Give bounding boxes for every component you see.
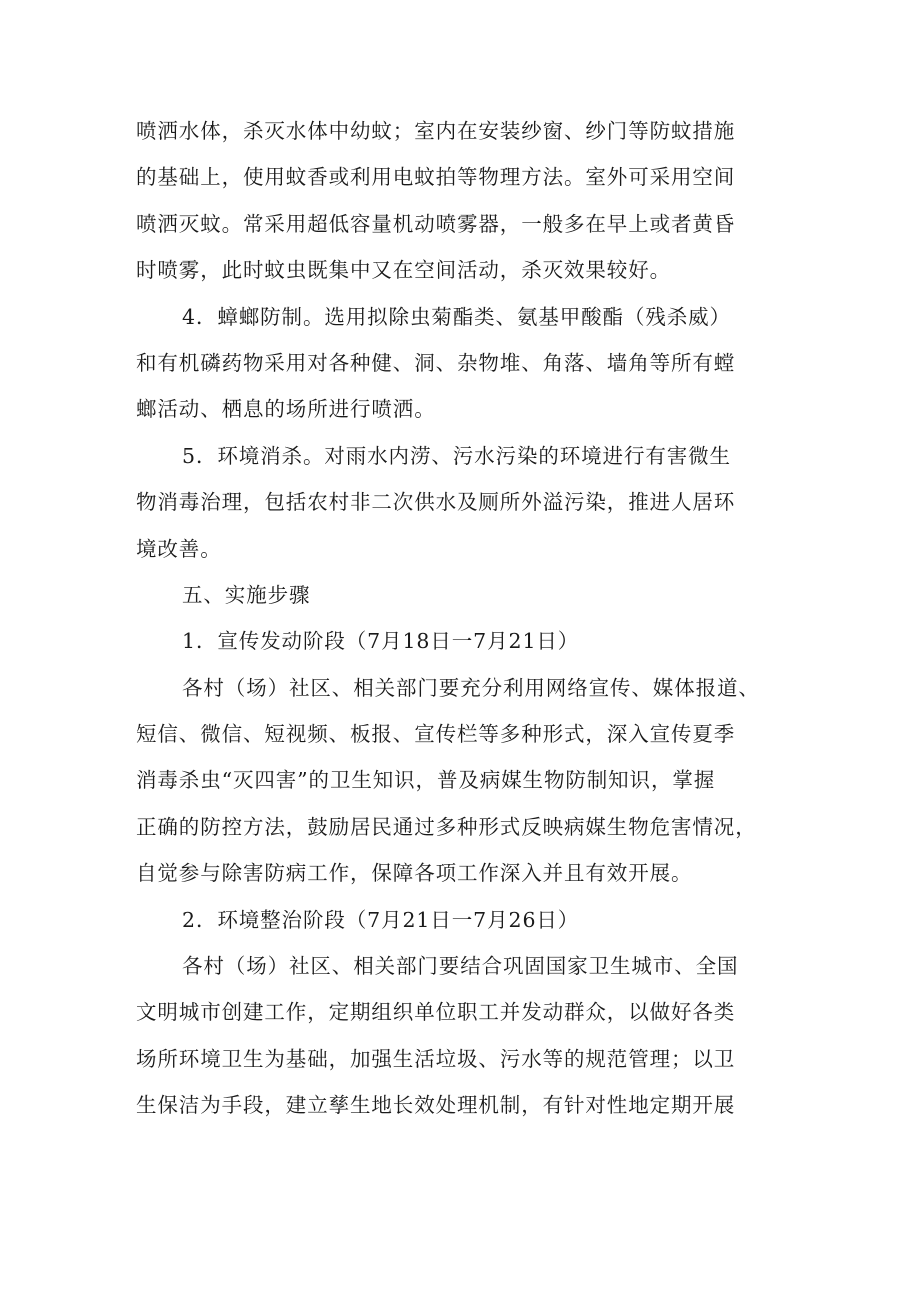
text-line: 各村（场）社区、相关部门要结合巩固国家卫生城市、全国 (182, 954, 739, 979)
text-line: 4．蟑螂防制。选用拟除虫菊酯类、氨基甲酸酯（残杀威） (182, 304, 731, 329)
text-line: 场所环境卫生为基础，加强生活垃圾、污水等的规范管理；以卫 (136, 1046, 736, 1071)
text-line: 正确的防控方法，鼓励居民通过多种形式反映病媒生物危害情况， (136, 814, 757, 839)
text-line: 的基础上，使用蚊香或利用电蚊拍等物理方法。室外可采用空间 (136, 165, 736, 190)
text-line: 喷洒水体，杀灭水体中幼蚊；室内在安装纱窗、纱门等防蚊措施 (136, 119, 736, 143)
text-line: 境改善。 (136, 536, 222, 561)
text-line: 螂活动、栖息的场所进行喷洒。 (136, 397, 436, 422)
text-line: 物消毒治理，包括农村非二次供水及厕所外溢污染，推进人居环 (136, 490, 736, 515)
text-line: 喷洒灭蚊。常采用超低容量机动喷雾器，一般多在早上或者黄昏 (136, 211, 736, 236)
text-line: 5．环境消杀。对雨水内涝、污水污染的环境进行有害微生 (182, 443, 731, 468)
text-line: 五、实施步骤 (182, 582, 311, 607)
text-line: 生保洁为手段，建立孳生地长效处理机制，有针对性地定期开展 (136, 1093, 736, 1118)
text-line: 短信、微信、短视频、板报、宣传栏等多种形式，深入宣传夏季 (136, 722, 736, 747)
text-line: 和有机磷药物采用对各种健、洞、杂物堆、角落、墙角等所有螳 (136, 350, 736, 375)
text-line: 自觉参与除害防病工作，保障各项工作深入并且有效开展。 (136, 861, 693, 886)
text-line: 消毒杀虫“灭四害”的卫生知识，普及病媒生物防制知识，掌握 (136, 768, 716, 793)
text-line: 文明城市创建工作，定期组织单位职工并发动群众，以做好各类 (136, 1000, 736, 1025)
text-line: 各村（场）社区、相关部门要充分利用网络宣传、媒体报道、 (182, 675, 760, 700)
document-body (136, 108, 786, 1129)
text-line: 1．宣传发动阶段（7月18日一7月21日） (182, 629, 580, 654)
text-line: 时喷雾，此时蚊虫既集中又在空间活动，杀灭效果较好。 (136, 258, 671, 283)
text-line: 2．环境整治阶段（7月21日一7月26日） (182, 907, 580, 932)
